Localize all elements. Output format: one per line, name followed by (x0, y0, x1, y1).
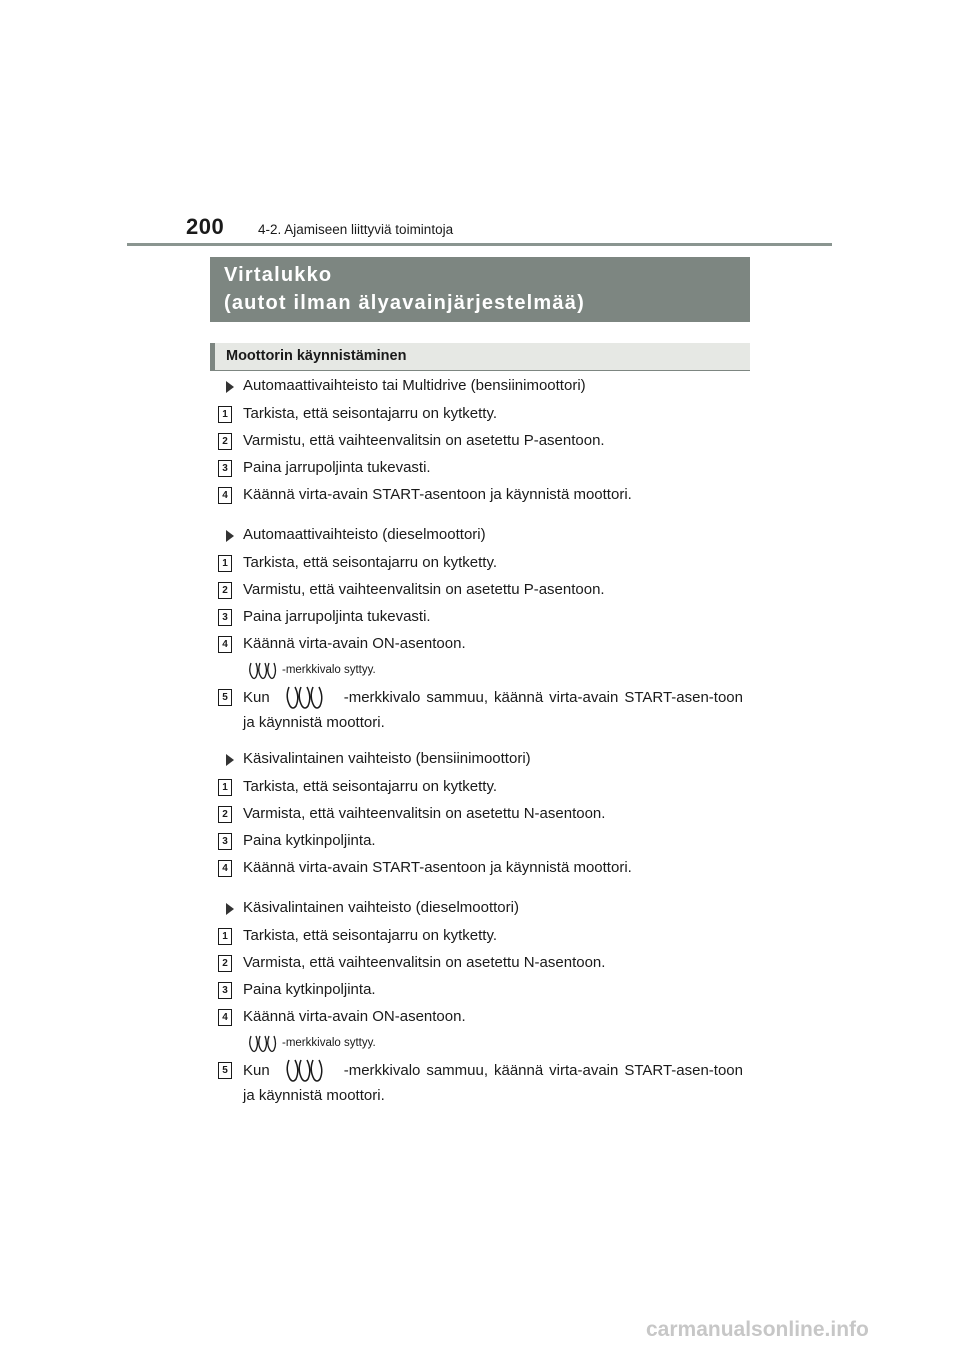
group-label: Automaattivaihteisto (dieselmoottori) (243, 526, 486, 543)
indicator-note: -merkkivalo syttyy. (282, 1037, 376, 1049)
step-text: Varmista, että vaihteenvalitsin on asetettu N-asentoon. (243, 954, 606, 971)
step-number-box: 4 (218, 487, 232, 504)
step-text-rest: -merkkivalo sammuu, käännä virta-avain START-asen-toon ja käynnistä moottori. (243, 689, 743, 731)
section-reference: 4-2. Ajamiseen liittyviä toimintoja (258, 222, 454, 237)
step-text: Paina kytkinpoljinta. (243, 832, 376, 849)
step-text: Käännä virta-avain START-asentoon ja käynnistä moottori. (243, 486, 632, 503)
subheading: Moottorin käynnistäminen (226, 348, 407, 364)
step-text: Paina jarrupoljinta tukevasti. (243, 608, 431, 625)
step-text: Tarkista, että seisontajarru on kytketty. (243, 554, 497, 571)
step-text-lead: Kun (243, 689, 270, 706)
indicator-note: -merkkivalo syttyy. (282, 664, 376, 676)
step-number-box: 2 (218, 582, 232, 599)
step-text: Paina jarrupoljinta tukevasti. (243, 459, 431, 476)
triangle-bullet-icon (226, 381, 234, 393)
step-number-box: 3 (218, 982, 232, 999)
step-text: Käännä virta-avain ON-asentoon. (243, 635, 466, 652)
step-number-box: 1 (218, 406, 232, 423)
group-label: Automaattivaihteisto tai Multidrive (bensiinimoottori) (243, 377, 586, 394)
glow-plug-indicator-icon (283, 1058, 325, 1084)
step-text: Varmistu, että vaihteenvalitsin on asetettu P-asentoon. (243, 581, 605, 598)
step-text: Paina kytkinpoljinta. (243, 981, 376, 998)
step-text-rest: -merkkivalo sammuu, käännä virta-avain START-asen-toon ja käynnistä moottori. (243, 1062, 743, 1104)
step-text: Käännä virta-avain START-asentoon ja käynnistä moottori. (243, 859, 632, 876)
step-text: Varmista, että vaihteenvalitsin on asetettu N-asentoon. (243, 805, 606, 822)
step-number-box: 2 (218, 806, 232, 823)
watermark: carmanualsonline.info (646, 1318, 869, 1341)
step-number-box: 4 (218, 1009, 232, 1026)
glow-plug-indicator-icon (247, 661, 279, 681)
step-text: Varmistu, että vaihteenvalitsin on asetettu P-asentoon. (243, 432, 605, 449)
glow-plug-indicator-icon (247, 1034, 279, 1054)
header-divider (127, 243, 832, 246)
step-text: Tarkista, että seisontajarru on kytketty. (243, 778, 497, 795)
page-number: 200 (186, 214, 225, 239)
step-number-box: 3 (218, 833, 232, 850)
section-title-line1: Virtalukko (224, 264, 333, 286)
step-number-box: 4 (218, 860, 232, 877)
step-number-box: 4 (218, 636, 232, 653)
triangle-bullet-icon (226, 903, 234, 915)
step-text: Tarkista, että seisontajarru on kytketty. (243, 927, 497, 944)
subheading-bar (210, 343, 750, 371)
step-number-box: 5 (218, 1062, 232, 1079)
step-number-box: 2 (218, 955, 232, 972)
triangle-bullet-icon (226, 530, 234, 542)
step-number-box: 2 (218, 433, 232, 450)
step-number-box: 1 (218, 555, 232, 572)
step-number-box: 3 (218, 609, 232, 626)
step-text: Käännä virta-avain ON-asentoon. (243, 1008, 466, 1025)
section-title-line2: (autot ilman älyavainjärjestelmää) (224, 292, 585, 314)
step-text-lead: Kun (243, 1062, 270, 1079)
group-label: Käsivalintainen vaihteisto (bensiinimoottori) (243, 750, 531, 767)
group-label: Käsivalintainen vaihteisto (dieselmoottori) (243, 899, 519, 916)
step-number-box: 5 (218, 689, 232, 706)
glow-plug-indicator-icon (283, 685, 325, 711)
step-number-box: 1 (218, 928, 232, 945)
triangle-bullet-icon (226, 754, 234, 766)
section-title-box (210, 257, 750, 322)
step-number-box: 1 (218, 779, 232, 796)
step-number-box: 3 (218, 460, 232, 477)
step-text: Tarkista, että seisontajarru on kytketty. (243, 405, 497, 422)
